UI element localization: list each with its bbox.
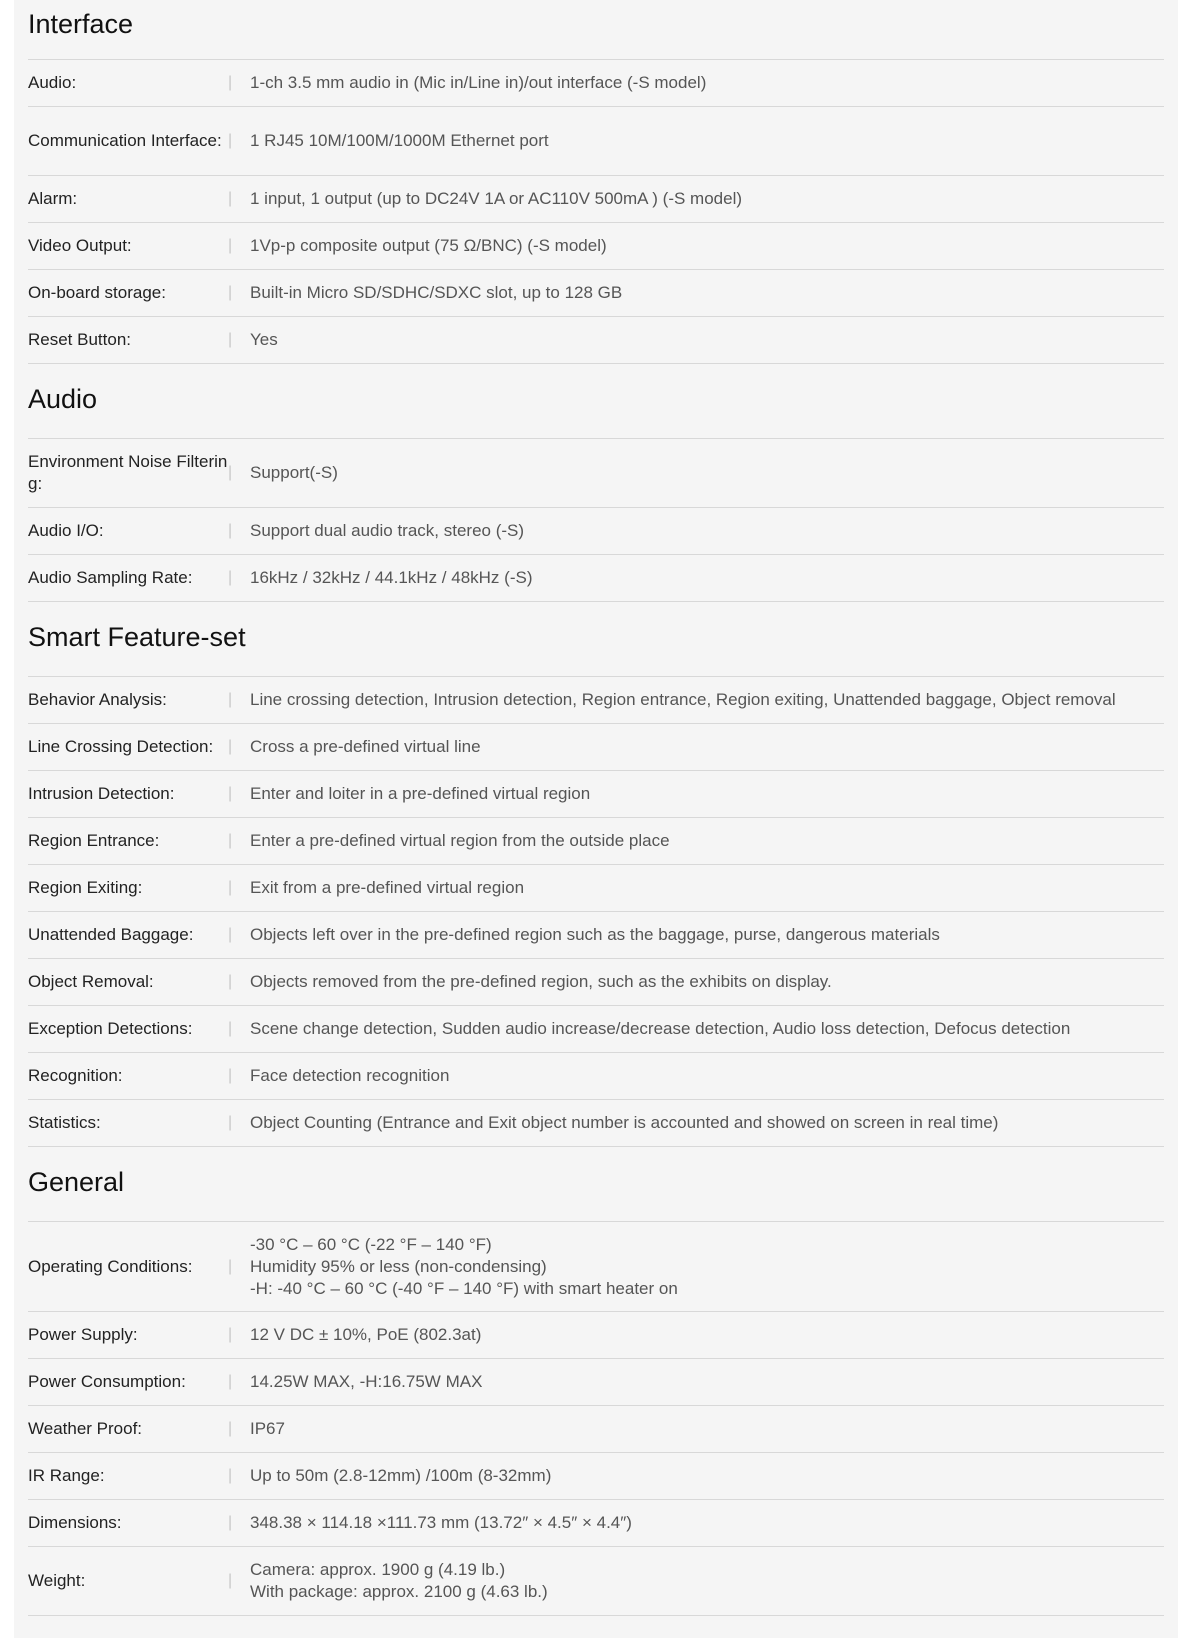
spec-value: 14.25W MAX, -H:16.75W MAX (250, 1372, 483, 1391)
section-title-interface: Interface (28, 0, 1164, 60)
spec-label: Weight: (28, 1571, 86, 1590)
separator: | (228, 237, 233, 254)
separator: | (228, 1020, 233, 1037)
spec-label: Alarm: (28, 189, 78, 208)
separator: | (228, 1067, 233, 1084)
spec-row-exception-detections (28, 1006, 1164, 1053)
spec-value: Built-in Micro SD/SDHC/SDXC slot, up to 128 GB (250, 283, 623, 302)
spec-value: 1Vp-p composite output (75 Ω/BNC) (-S model) (250, 236, 607, 255)
spec-row-region-entrance (28, 818, 1164, 865)
separator: | (228, 1326, 233, 1343)
spec-row-unattended-baggage (28, 912, 1164, 959)
separator: | (228, 331, 233, 348)
spec-row-dimensions (28, 1500, 1164, 1547)
spec-row-power-consumption (28, 1359, 1164, 1406)
separator: | (228, 1420, 233, 1437)
spec-label: Line Crossing Detection: (28, 737, 214, 756)
separator: | (228, 926, 233, 943)
spec-row-onboard-storage (28, 270, 1164, 317)
spec-value: Support(-S) (250, 463, 338, 482)
spec-row-region-exiting (28, 865, 1164, 912)
spec-label: Statistics: (28, 1113, 101, 1132)
spec-row-ir-range (28, 1453, 1164, 1500)
spec-value: Up to 50m (2.8-12mm) /100m (8-32mm) (250, 1466, 552, 1485)
separator: | (228, 569, 233, 586)
spec-label: Exception Detections: (28, 1019, 193, 1038)
separator: | (228, 522, 233, 539)
separator: | (228, 284, 233, 301)
spec-value: 348.38 × 114.18 ×111.73 mm (13.72″ × 4.5″ × 4.4″) (250, 1513, 632, 1532)
spec-value: 1 RJ45 10M/100M/1000M Ethernet port (250, 131, 549, 150)
spec-row-recognition (28, 1053, 1164, 1100)
separator: | (228, 1467, 233, 1484)
section-title-audio: Audio (28, 364, 1164, 439)
spec-value: Objects removed from the pre-defined region, such as the exhibits on display. (250, 972, 832, 991)
separator: | (228, 973, 233, 990)
section-title-general: General (28, 1147, 1164, 1222)
spec-value: Enter and loiter in a pre-defined virtual region (250, 784, 591, 803)
spec-value: 12 V DC ± 10%, PoE (802.3at) (250, 1325, 482, 1344)
separator: | (228, 190, 233, 207)
spec-value: 1 input, 1 output (up to DC24V 1A or AC110V 500mA ) (-S model) (250, 189, 743, 208)
section-general (28, 1147, 1164, 1616)
spec-label: Audio I/O: (28, 521, 104, 540)
spec-value: Line crossing detection, Intrusion detection, Region entrance, Region exiting, Unattended baggage, Object removal (250, 690, 1116, 709)
spec-label: Power Supply: (28, 1325, 138, 1344)
spec-content (28, 0, 1164, 1616)
spec-row-intrusion-detection (28, 771, 1164, 818)
spec-label: Reset Button: (28, 330, 132, 349)
spec-label: Audio: (28, 73, 77, 92)
separator: | (228, 738, 233, 755)
spec-label: Communication Interface: (28, 131, 222, 150)
separator: | (228, 464, 233, 481)
section-interface (28, 0, 1164, 364)
spec-value: Exit from a pre-defined virtual region (250, 878, 525, 897)
spec-value: 1-ch 3.5 mm audio in (Mic in/Line in)/out interface (-S model) (250, 73, 707, 92)
spec-value: Support dual audio track, stereo (-S) (250, 521, 525, 540)
spec-label: On-board storage: (28, 283, 166, 302)
separator: | (228, 785, 233, 802)
spec-value: Yes (250, 330, 278, 349)
separator: | (228, 691, 233, 708)
spec-row-audio-sampling-rate (28, 555, 1164, 602)
section-title-smart-feature-set: Smart Feature-set (28, 602, 1164, 677)
section-audio (28, 364, 1164, 602)
spec-value: Face detection recognition (250, 1066, 450, 1085)
spec-label: Recognition: (28, 1066, 123, 1085)
spec-row-communication-interface (28, 107, 1164, 176)
spec-value: Objects left over in the pre-defined region such as the baggage, purse, dangerous materials (250, 925, 940, 944)
spec-label: Unattended Baggage: (28, 925, 194, 944)
separator: | (228, 1114, 233, 1131)
spec-row-video-output (28, 223, 1164, 270)
separator: | (228, 1572, 233, 1589)
spec-row-environment-noise-filtering (28, 439, 1164, 508)
spec-row-behavior-analysis (28, 677, 1164, 724)
spec-label: Video Output: (28, 236, 132, 255)
separator: | (228, 74, 233, 91)
spec-row-object-removal (28, 959, 1164, 1006)
spec-row-power-supply (28, 1312, 1164, 1359)
separator: | (228, 132, 233, 149)
spec-value: IP67 (250, 1419, 285, 1438)
spec-row-reset-button (28, 317, 1164, 364)
spec-value: Object Counting (Entrance and Exit object number is accounted and showed on screen in real time) (250, 1113, 999, 1132)
spec-value: Cross a pre-defined virtual line (250, 737, 481, 756)
separator: | (228, 832, 233, 849)
spec-row-statistics (28, 1100, 1164, 1147)
spec-label: Dimensions: (28, 1513, 122, 1532)
spec-label: Behavior Analysis: (28, 690, 167, 709)
separator: | (228, 1257, 233, 1275)
spec-row-operating-conditions (28, 1222, 1164, 1312)
spec-label: Region Entrance: (28, 831, 160, 850)
spec-sheet (14, 0, 1178, 1638)
spec-row-line-crossing-detection (28, 724, 1164, 771)
spec-row-weight (28, 1547, 1164, 1616)
separator: | (228, 1373, 233, 1390)
spec-label: Operating Conditions: (28, 1256, 193, 1276)
spec-label: IR Range: (28, 1466, 105, 1485)
spec-row-weather-proof (28, 1406, 1164, 1453)
section-smart-feature-set (28, 602, 1164, 1147)
spec-value: Camera: approx. 1900 g (4.19 lb.) With package: approx. 2100 g (4.63 lb.) (250, 1560, 548, 1601)
spec-label: Power Consumption: (28, 1372, 186, 1391)
spec-row-audio-io (28, 508, 1164, 555)
spec-row-alarm (28, 176, 1164, 223)
spec-value: Scene change detection, Sudden audio increase/decrease detection, Audio loss detection, Defocus detection (250, 1019, 1071, 1038)
spec-label: Audio Sampling Rate: (28, 568, 193, 587)
spec-value: 16kHz / 32kHz / 44.1kHz / 48kHz (-S) (250, 568, 533, 587)
spec-value: -30 °C – 60 °C (-22 °F – 140 °F) Humidity 95% or less (non-condensing) -H: -40 °C – 60 °C (-40 °F – 140 °F) with smart heater on (250, 1234, 678, 1298)
spec-label: Weather Proof: (28, 1419, 143, 1438)
spec-row-audio (28, 60, 1164, 107)
spec-label: Object Removal: (28, 972, 154, 991)
spec-label: Environment Noise Filtering: (28, 452, 228, 493)
separator: | (228, 1514, 233, 1531)
spec-label: Intrusion Detection: (28, 784, 175, 803)
spec-label: Region Exiting: (28, 878, 143, 897)
separator: | (228, 879, 233, 896)
spec-value: Enter a pre-defined virtual region from the outside place (250, 831, 670, 850)
